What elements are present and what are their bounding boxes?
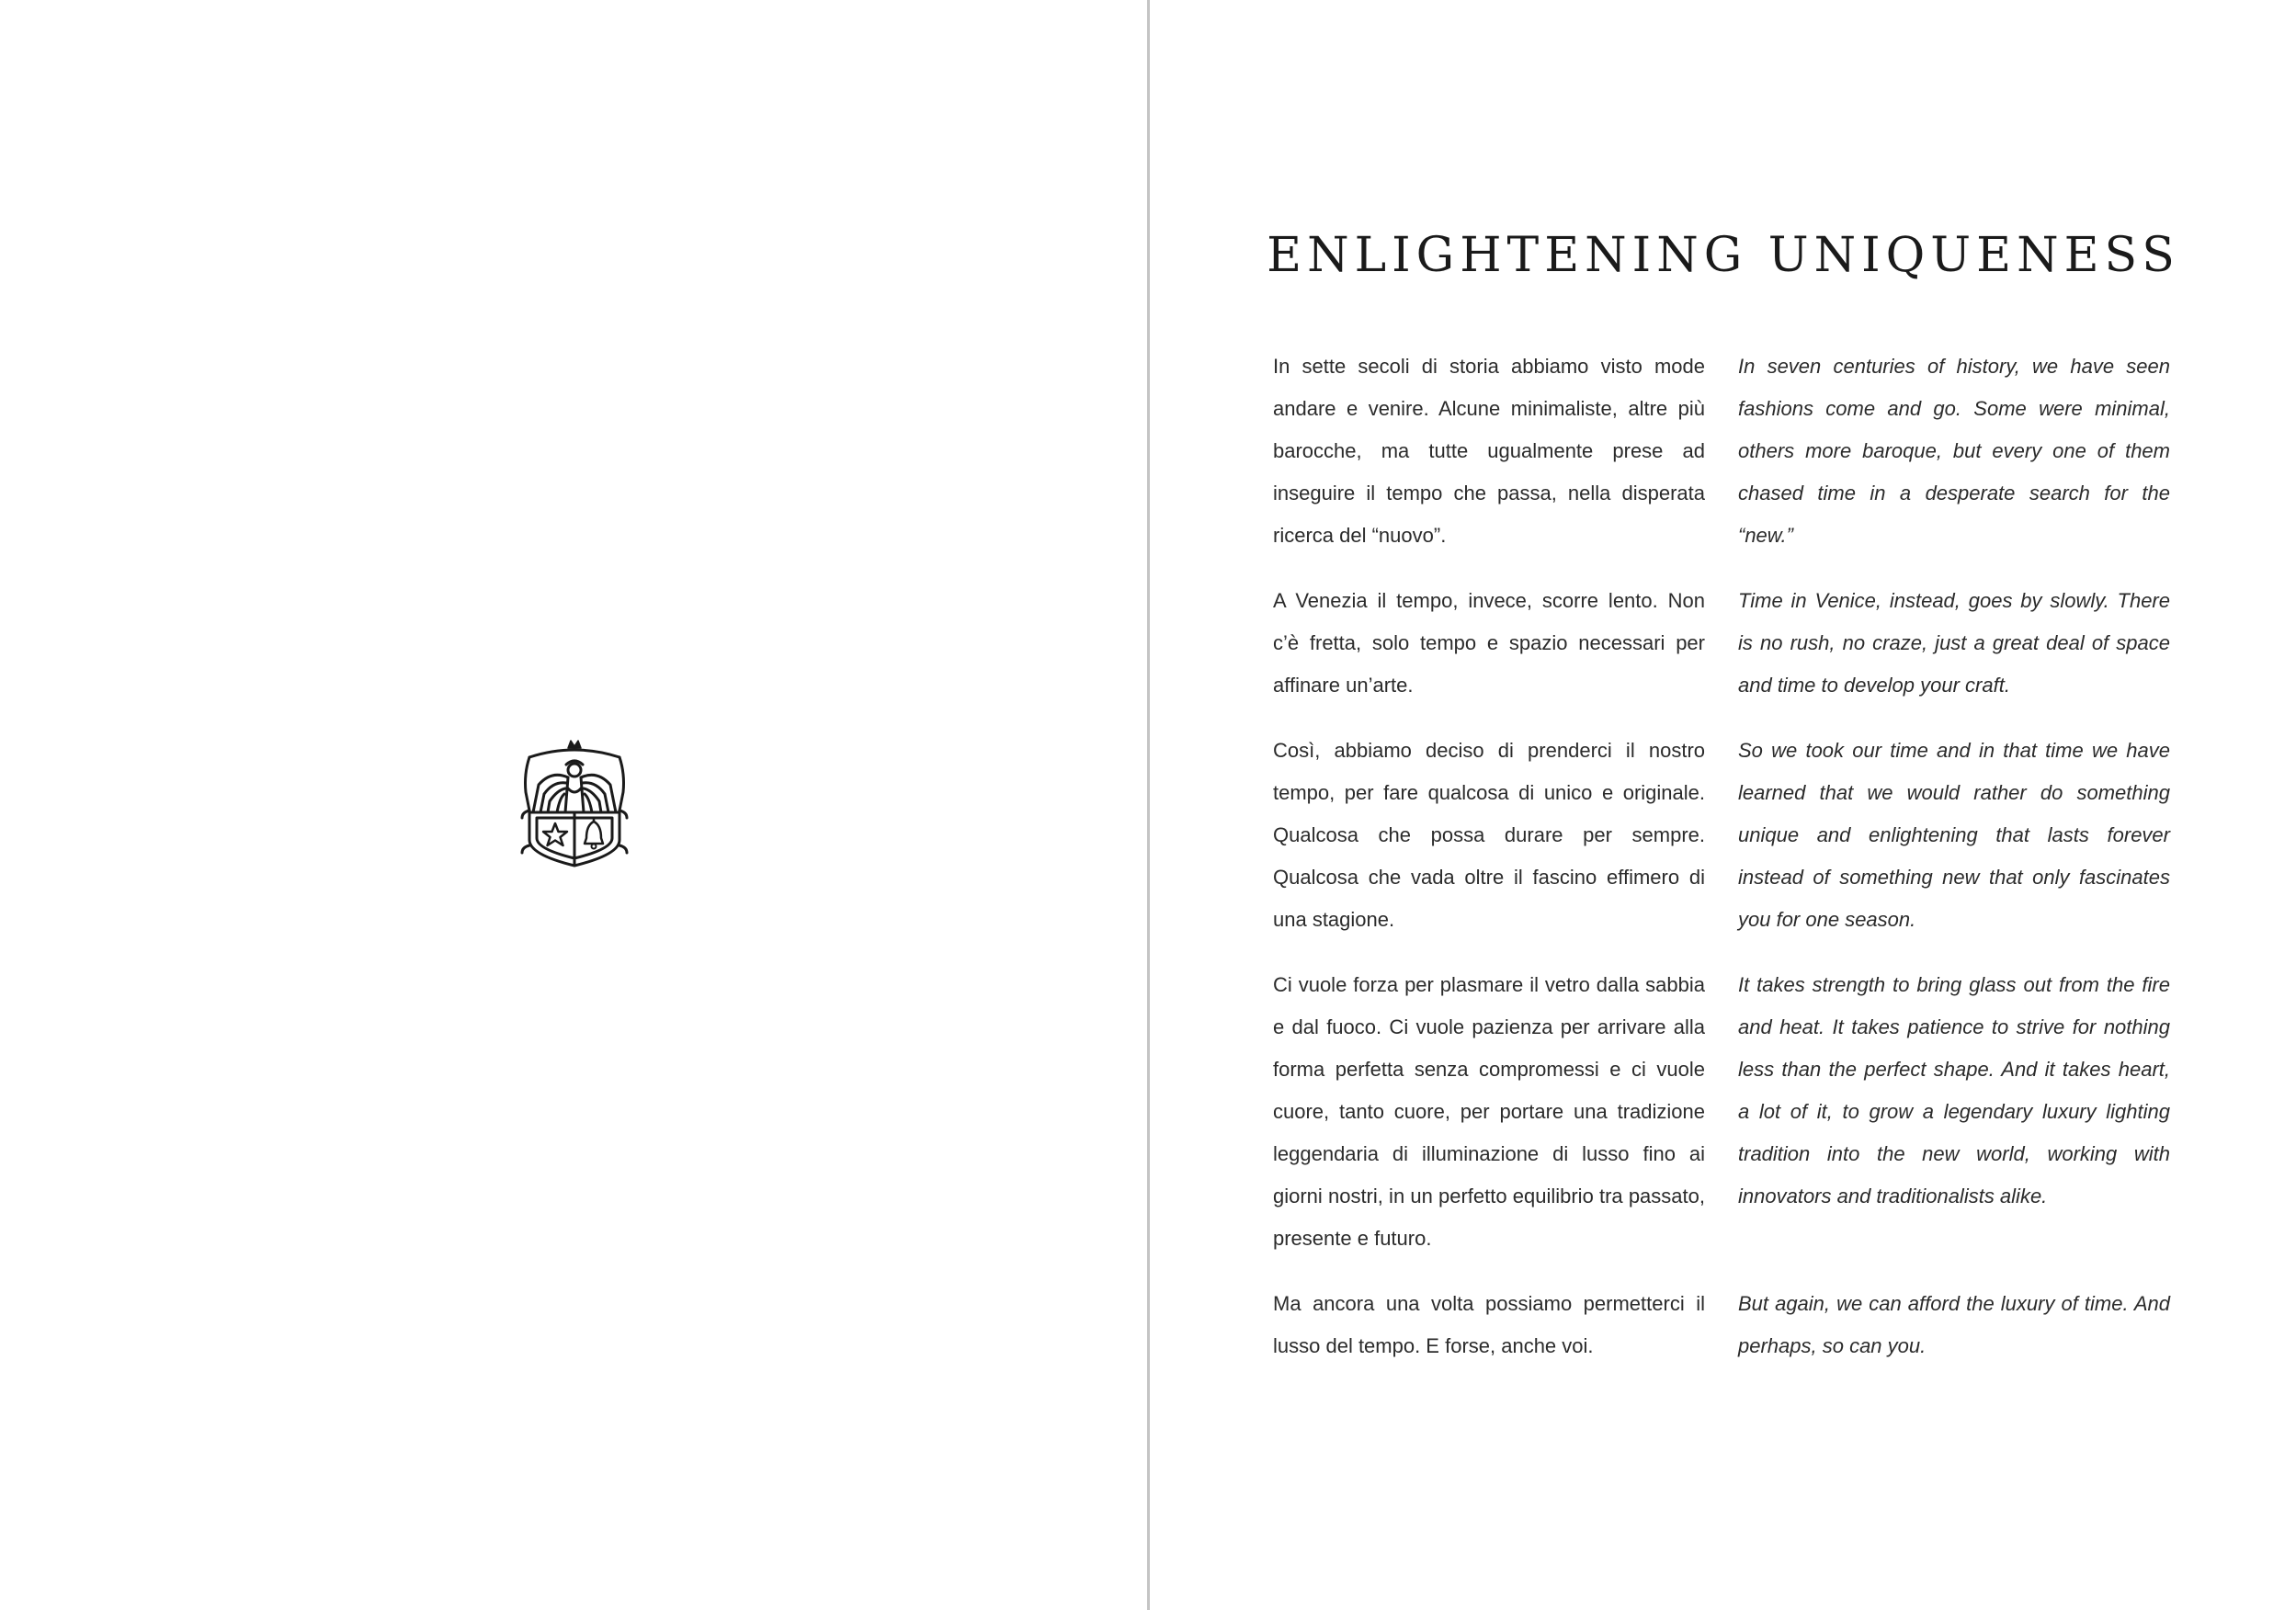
paragraph-row bbox=[1273, 964, 2170, 1260]
crest-angel-star-bell-icon bbox=[520, 737, 629, 869]
paragraph-row bbox=[1273, 580, 2170, 707]
paragraph-row bbox=[1273, 346, 2170, 557]
english-paragraph: But again, we can afford the luxury of time. And perhaps, so can you. bbox=[1738, 1292, 2170, 1357]
english-paragraph: Time in Venice, instead, goes by slowly. There is no rush, no craze, just a great deal of space and time to develop your craft. bbox=[1738, 589, 2170, 697]
italian-paragraph: Ma ancora una volta possiamo permetterci il lusso del tempo. E forse, anche voi. bbox=[1273, 1292, 1705, 1357]
paragraph-row bbox=[1273, 1283, 2170, 1367]
english-paragraph: It takes strength to bring glass out from the fire and heat. It takes patience to strive for nothing less than the perfect shape. And it takes heart, a lot of it, to grow a legendary luxury lighting tradition into the new world, working with innovators and traditionalists alike. bbox=[1738, 973, 2170, 1208]
paragraph-row bbox=[1273, 730, 2170, 941]
bilingual-text-columns bbox=[1273, 346, 2170, 1390]
italian-paragraph: In sette secoli di storia abbiamo visto mode andare e venire. Alcune minimaliste, altre più barocche, ma tutte ugualmente prese ad inseguire il tempo che passa, nella disperata ricerca del “nuovo”. bbox=[1273, 355, 1705, 547]
italian-paragraph: A Venezia il tempo, invece, scorre lento. Non c’è fretta, solo tempo e spazio necessari per affinare un’arte. bbox=[1273, 589, 1705, 697]
english-paragraph: In seven centuries of history, we have seen fashions come and go. Some were minimal, others more baroque, but every one of them chased time in a desperate search for the “new.” bbox=[1738, 355, 2170, 547]
italian-paragraph: Così, abbiamo deciso di prenderci il nostro tempo, per fare qualcosa di unico e originale. Qualcosa che possa durare per sempre. Qualcosa che vada oltre il fascino effimero di una stagione. bbox=[1273, 739, 1705, 931]
english-paragraph: So we took our time and in that time we have learned that we would rather do something unique and enlightening that lasts forever instead of something new that only fascinates you for one season. bbox=[1738, 739, 2170, 931]
page-title: ENLIGHTENING UNIQUENESS bbox=[1267, 228, 2180, 283]
italian-paragraph: Ci vuole forza per plasmare il vetro dalla sabbia e dal fuoco. Ci vuole pazienza per arrivare alla forma perfetta senza compromessi e ci vuole cuore, tanto cuore, per portare una tradizione leggendaria di illuminazione di lusso fino ai giorni nostri, in un perfetto equilibrio tra passato, presente e futuro. bbox=[1273, 973, 1705, 1250]
